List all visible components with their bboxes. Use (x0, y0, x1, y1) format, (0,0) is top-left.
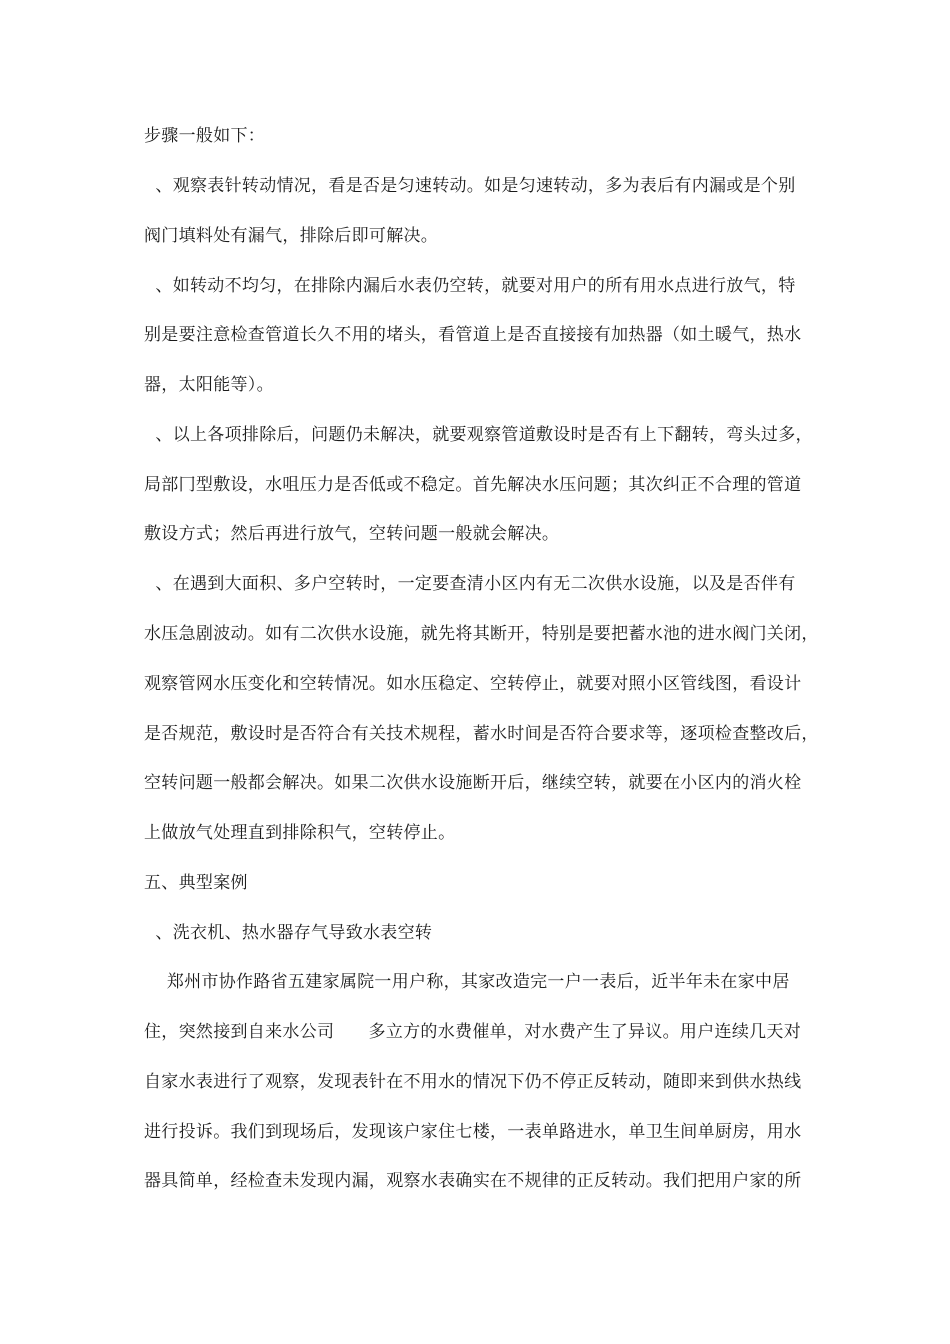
text-line: 器，太阳能等）。 (144, 375, 274, 395)
text-line: 别是要注意检查管道长久不用的堵头，看管道上是否直接接有加热器（如土暖气，热水 (144, 325, 802, 345)
text-line: 空转问题一般都会解决。如果二次供水设施断开后，继续空转，就要在小区内的消火栓 (144, 773, 802, 793)
text-line: 、以上各项排除后，问题仍未解决，就要观察管道敷设时是否有上下翻转，弯头过多， (144, 425, 813, 445)
text-line: 上做放气处理直到排除积气，空转停止。 (144, 823, 456, 843)
text-line: 、洗衣机、热水器存气导致水表空转 (144, 923, 433, 943)
text-line: 是否规范，敷设时是否符合有关技术规程，蓄水时间是否符合要求等，逐项检查整改后， (144, 724, 819, 744)
text-line: 敷设方式；然后再进行放气，空转问题一般就会解决。 (144, 524, 560, 544)
text-line: 、观察表针转动情况，看是否是匀速转动。如是匀速转动，多为表后有内漏或是个别 (144, 176, 796, 196)
text-line: 水压急剧波动。如有二次供水设施，就先将其断开，特别是要把蓄水池的进水阀门关闭， (144, 624, 819, 644)
text-line: 郑州市协作路省五建家属院一用户称，其家改造完一户一表后，近半年未在家中居 (144, 972, 790, 992)
text-line: 自家水表进行了观察，发现表针在不用水的情况下仍不停正反转动，随即来到供水热线 (144, 1072, 802, 1092)
text-line: 器具简单，经检查未发现内漏，观察水表确实在不规律的正反转动。我们把用户家的所 (144, 1171, 802, 1191)
section-heading: 五、典型案例 (144, 873, 248, 893)
text-line: 、如转动不均匀，在排除内漏后水表仍空转，就要对用户的所有用水点进行放气，特 (144, 276, 796, 296)
text-line: 局部冂型敷设，水咀压力是否低或不稳定。首先解决水压问题；其次纠正不合理的管道 (144, 475, 802, 495)
text-line: 步骤一般如下： (144, 126, 266, 146)
text-line: 观察管网水压变化和空转情况。如水压稳定、空转停止，就要对照小区管线图，看设计 (144, 674, 802, 694)
text-line: 进行投诉。我们到现场后，发现该户家住七楼，一表单路进水，单卫生间单厨房，用水 (144, 1122, 802, 1142)
text-line: 阀门填料处有漏气，排除后即可解决。 (144, 226, 439, 246)
text-line: 住，突然接到自来水公司 多立方的水费催单，对水费产生了异议。用户连续几天对 (144, 1022, 802, 1042)
text-line: 、在遇到大面积、多户空转时，一定要查清小区内有无二次供水设施，以及是否伴有 (144, 574, 796, 594)
